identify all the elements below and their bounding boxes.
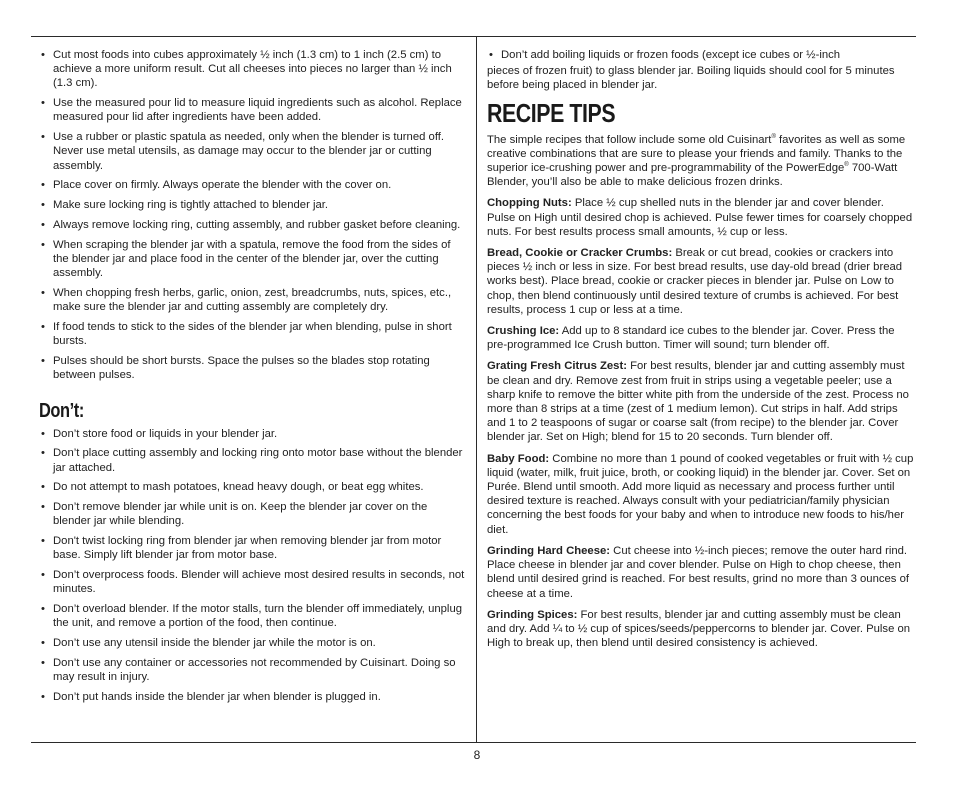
tip-hard-cheese [487,544,915,601]
tip-label: Chopping Nuts: [487,197,572,210]
list-item: • Use a rubber or plastic spatula as needed, only when the blender is turned off. Never use metal utensils, as damage may occur to the blender jar or cutting assembly. [39,130,467,173]
list-item: • Pulses should be short bursts. Space the pulses so the blades stop rotating between pulses. [39,354,467,382]
intro-text-b: favorites as well as some creative combinations that are sure to please your friends and family. Thanks to the superior ice-crushing power and pre-programmability of the PowerEdge [487,133,906,175]
tip-label: Grinding Hard Cheese: [487,544,611,557]
top-rule [31,36,916,37]
tip-text: Place ½ cup shelled nuts in the blender jar and cover blender. Pulse on High until desired chop is achieved. Pulse fewer times for coarsely chopped nuts. For best results process small amounts, ½ cup or less. [487,197,913,238]
list-item: • Cut most foods into cubes approximately ½ inch (1.3 cm) to 1 inch (2.5 cm) to achieve a more uniform result. Cut all cheeses into pieces no larger than ½ inch (1.3 cm). [39,48,467,91]
intro-text-c: 700-Watt Blender, you’ll also be able to make delicious frozen drinks. [487,162,898,189]
list-item: • Use the measured pour lid to measure liquid ingredients such as alcohol. Replace measured pour lid after ingredients have been added. [39,96,467,124]
tip-crumbs [487,246,915,317]
tip-chopping-nuts [487,196,915,239]
tip-text: For best results, blender jar and cutting assembly must be clean and dry. Add ¼ to ½ cup of spices/seeds/peppercorns to blender jar. Cover. Pulse on High to break up, then blend until desired consistency is achieved. [487,608,911,650]
list-item: • When scraping the blender jar with a spatula, remove the food from the sides of the blender jar and place food in the center of the blender jar, over the cutting assembly. [39,238,467,281]
dont-heading: Don’t: [39,400,84,423]
list-item: • Don’t use any container or accessories not recommended by Cuisinart. Doing so may result in injury. [39,656,467,684]
list-item: • Don’t use any utensil inside the blender jar while the motor is on. [39,636,467,650]
page-title: RECIPE TIPS [487,97,616,128]
column-divider [476,37,477,742]
list-item: • If food tends to stick to the sides of the blender jar when blending, pulse in short bursts. [39,320,467,348]
list-item: • Don’t overload blender. If the motor stalls, turn the blender off immediately, unplug the unit, and remove a portion of the food, then continue. [39,602,467,630]
list-item: • Don't twist locking ring from blender jar when removing blender jar from motor base. Simply lift blender jar from motor base. [39,534,467,562]
tip-label: Bread, Cookie or Cracker Crumbs: [487,247,673,260]
right-column [487,48,915,657]
list-item: • Do not attempt to mash potatoes, knead heavy dough, or beat egg whites. [39,480,467,494]
tip-text: Combine no more than 1 pound of cooked vegetables or fruit with ½ cup liquid (water, milk, fruit juice, broth, or cooking liquid) in the blender jar. Cover. Set on Purée. Blend until smooth. Add more liquid as necessary and process further until desired texture is reached. Always consult with your pediatrician/family physician concerning the best foods for your baby and when to introduce new foods to his/her diet. [487,452,914,536]
tip-text: Break or cut bread, cookies or crackers into pieces ½ inch or less in size. For best bread results, use day-old bread (drier bread works best). Place bread, cookie or cracker pieces in blender jar. Pulse on Low to chop, then blend continuously until desired texture of crumbs is achieved. For best results, process 1 cup or less at a time. [487,247,903,316]
intro-paragraph [487,133,915,190]
tip-text: Add up to 8 standard ice cubes to the blender jar. Cover. Press the pre-programmed Ice Crush button. Timer will sound; turn blender off. [487,325,895,352]
registered-mark: ® [844,162,849,169]
tip-spices [487,608,915,651]
list-item: • When chopping fresh herbs, garlic, onion, zest, breadcrumbs, nuts, spices, etc., make sure the blender jar and cutting assembly are completely dry. [39,286,467,314]
list-item: • Don’t remove blender jar while unit is on. Keep the blender jar cover on the blender jar while blending. [39,500,467,528]
list-item: • Don’t add boiling liquids or frozen foods (except ice cubes or ½-inch [487,48,915,62]
tip-text: Cut cheese into ½-inch pieces; remove the outer hard rind. Place cheese in blender jar and cover blender. Pulse on High to chop cheese, then blend until desired grind is reached. For best results, grind no more than 3 ounces of cheese at a time. [487,544,909,600]
tip-label: Baby Food: [487,452,550,465]
list-item: • Always remove locking ring, cutting assembly, and rubber gasket before cleaning. [39,218,467,232]
continued-list [487,48,915,62]
list-item: • Don’t put hands inside the blender jar when blender is plugged in. [39,690,467,704]
left-column [39,48,467,710]
list-item: • Don’t store food or liquids in your blender jar. [39,427,467,441]
list-item: • Don’t place cutting assembly and locking ring onto motor base without the blender jar attached. [39,446,467,474]
bottom-rule [31,742,916,743]
tip-label: Crushing Ice: [487,325,560,338]
tips-list [39,48,467,382]
tip-crushing-ice [487,324,915,352]
list-item: • Make sure locking ring is tightly attached to blender jar. [39,198,467,212]
tip-citrus-zest [487,359,915,444]
dont-list [39,427,467,705]
list-item: • Place cover on firmly. Always operate the blender with the cover on. [39,178,467,192]
tip-baby-food [487,452,915,537]
tip-label: Grating Fresh Citrus Zest: [487,360,627,373]
tip-label: Grinding Spices: [487,608,578,621]
continued-text: pieces of frozen fruit) to glass blender jar. Boiling liquids should cool for 5 minutes before being placed in blender jar. [487,65,895,92]
list-item: • Don’t overprocess foods. Blender will achieve most desired results in seconds, not minutes. [39,568,467,596]
page-number: 8 [473,748,481,762]
registered-mark: ® [771,133,776,140]
tip-text: For best results, blender jar and cutting assembly must be clean and dry. Remove zest from fruit in strips using a vegetable peeler; use a sharp knife to remove the bitter white pith from the underside of the zest. Process no more than 8 strips at a time (zest of 1 medium lemon). Cut strips in half. Add strips and 1 to 2 teaspoons of sugar or coarse salt (from recipe) to the blender jar. Cover blender jar. Set on High; blend for 15 to 20 seconds. Turn blender off. [487,360,909,444]
intro-text-a: The simple recipes that follow include some old Cuisinart [487,133,772,146]
